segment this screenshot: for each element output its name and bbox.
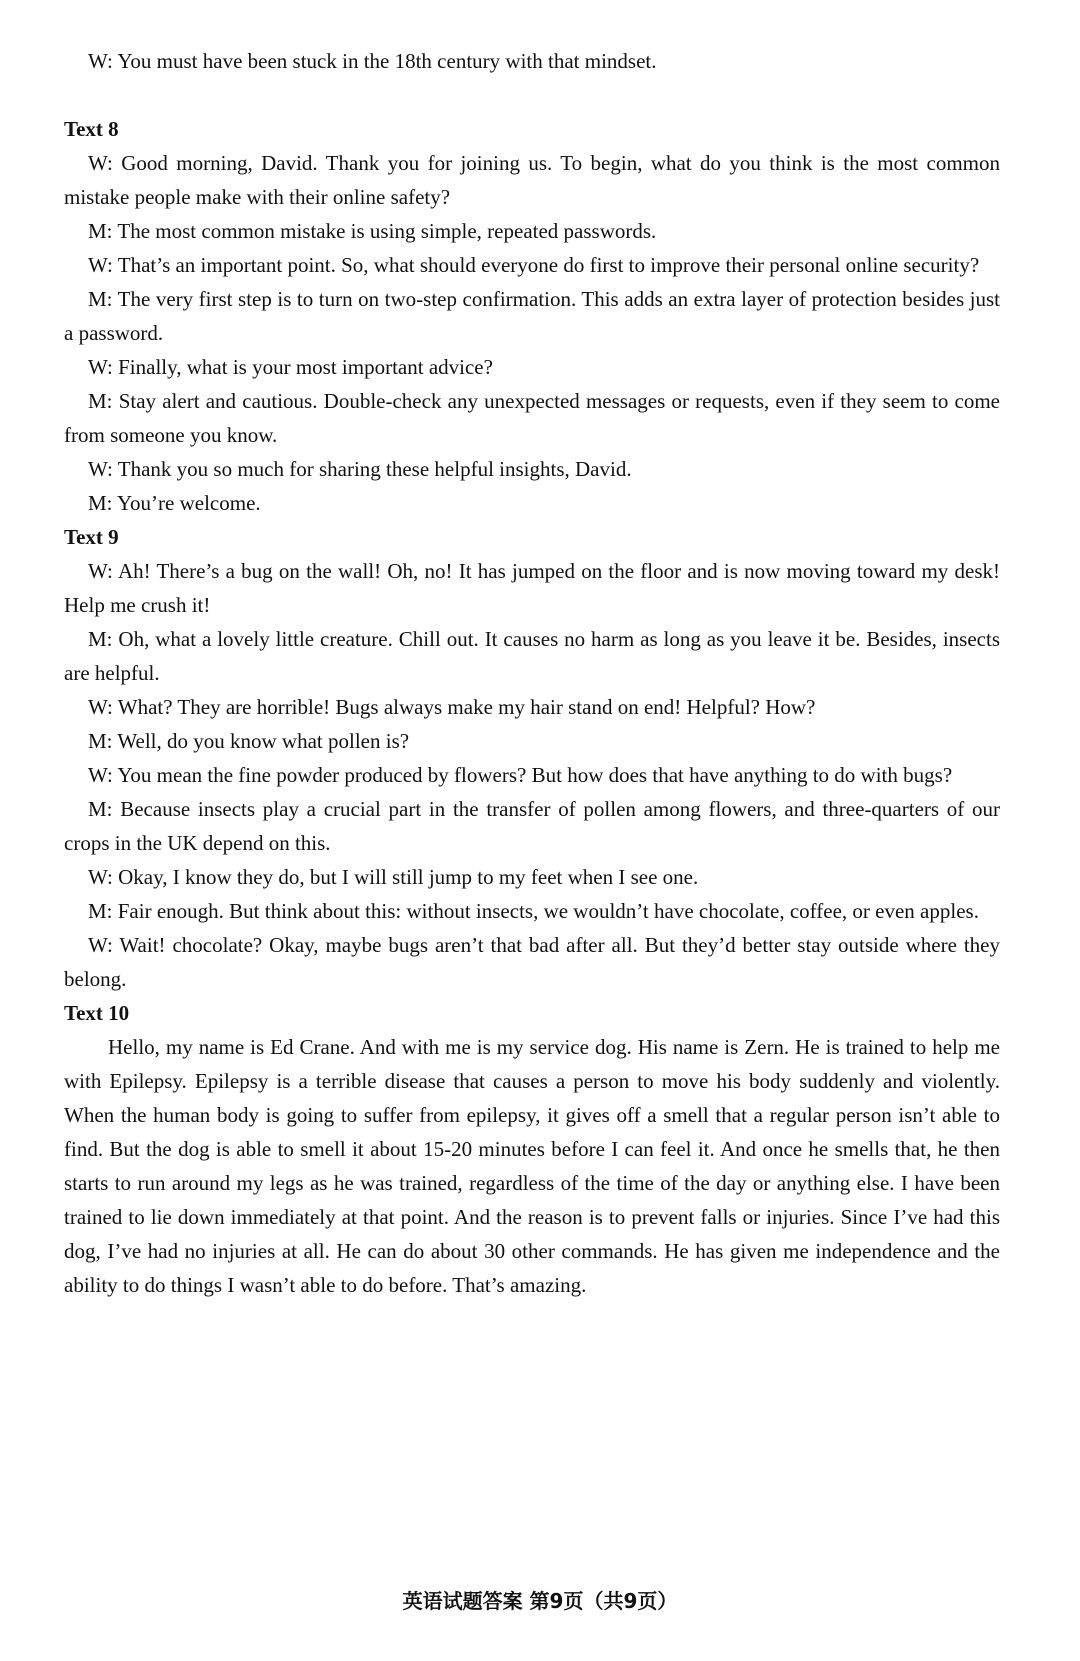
section-gap: [64, 78, 1000, 112]
text8-heading: Text 8: [64, 117, 119, 141]
text8-line: W: Good morning, David. Thank you for joining us. To begin, what do you think is the most common mistake people make with their online safety?: [64, 151, 1000, 209]
text10-paragraph: Hello, my name is Ed Crane. And with me is my service dog. His name is Zern. He is trained to help me with Epilepsy. Epilepsy is a terrible disease that causes a person to move his body suddenly and violently. When the human body is going to suffer from epilepsy, it gives off a smell that a regular person isn’t able to find. But the dog is able to smell it about 15-20 minutes before I can feel it. And once he smells that, he then starts to run around my legs as he was trained, regardless of the time of the day or anything else. I have been trained to lie down immediately at that point. And the reason is to prevent falls or injuries. Since I’ve had this dog, I’ve had no injuries at all. He can do about 30 other commands. He has given me independence and the ability to do things I wasn’t able to do before. That’s amazing.: [64, 1035, 1000, 1297]
text9-line: W: What? They are horrible! Bugs always make my hair stand on end! Helpful? How?: [88, 695, 816, 719]
text8-line: M: The most common mistake is using simple, repeated passwords.: [88, 219, 657, 243]
text8-line: W: Finally, what is your most important advice?: [88, 355, 493, 379]
text8-line: M: Stay alert and cautious. Double-check any unexpected messages or requests, even if they seem to come from someone you know.: [64, 389, 1000, 447]
page-footer: 英语试题答案 第9页（共9页）: [402, 1589, 678, 1613]
document-body: [64, 44, 1000, 1302]
text9-line: M: Fair enough. But think about this: without insects, we wouldn’t have chocolate, coffee, or even apples.: [88, 899, 979, 923]
text9-line: W: Wait! chocolate? Okay, maybe bugs aren’t that bad after all. But they’d better stay outside where they belong.: [64, 933, 1000, 991]
text9-line: M: Well, do you know what pollen is?: [88, 729, 410, 753]
text8-line: W: That’s an important point. So, what should everyone do first to improve their personal online security?: [88, 253, 980, 277]
text7-line: W: You must have been stuck in the 18th century with that mindset.: [88, 49, 657, 73]
text8-line: M: The very first step is to turn on two-step confirmation. This adds an extra layer of protection besides just a password.: [64, 287, 1000, 345]
text8-line: M: You’re welcome.: [88, 491, 261, 515]
text9-line: W: Okay, I know they do, but I will still jump to my feet when I see one.: [88, 865, 699, 889]
text9-line: M: Oh, what a lovely little creature. Chill out. It causes no harm as long as you leave it be. Besides, insects are helpful.: [64, 627, 1000, 685]
text9-heading: Text 9: [64, 525, 119, 549]
text9-line: M: Because insects play a crucial part in the transfer of pollen among flowers, and three-quarters of our crops in the UK depend on this.: [64, 797, 1000, 855]
text9-line: W: You mean the fine powder produced by flowers? But how does that have anything to do with bugs?: [88, 763, 953, 787]
text9-line: W: Ah! There’s a bug on the wall! Oh, no! It has jumped on the floor and is now moving toward my desk! Help me crush it!: [64, 559, 1000, 617]
text8-line: W: Thank you so much for sharing these helpful insights, David.: [88, 457, 632, 481]
text10-heading: Text 10: [64, 1001, 130, 1025]
